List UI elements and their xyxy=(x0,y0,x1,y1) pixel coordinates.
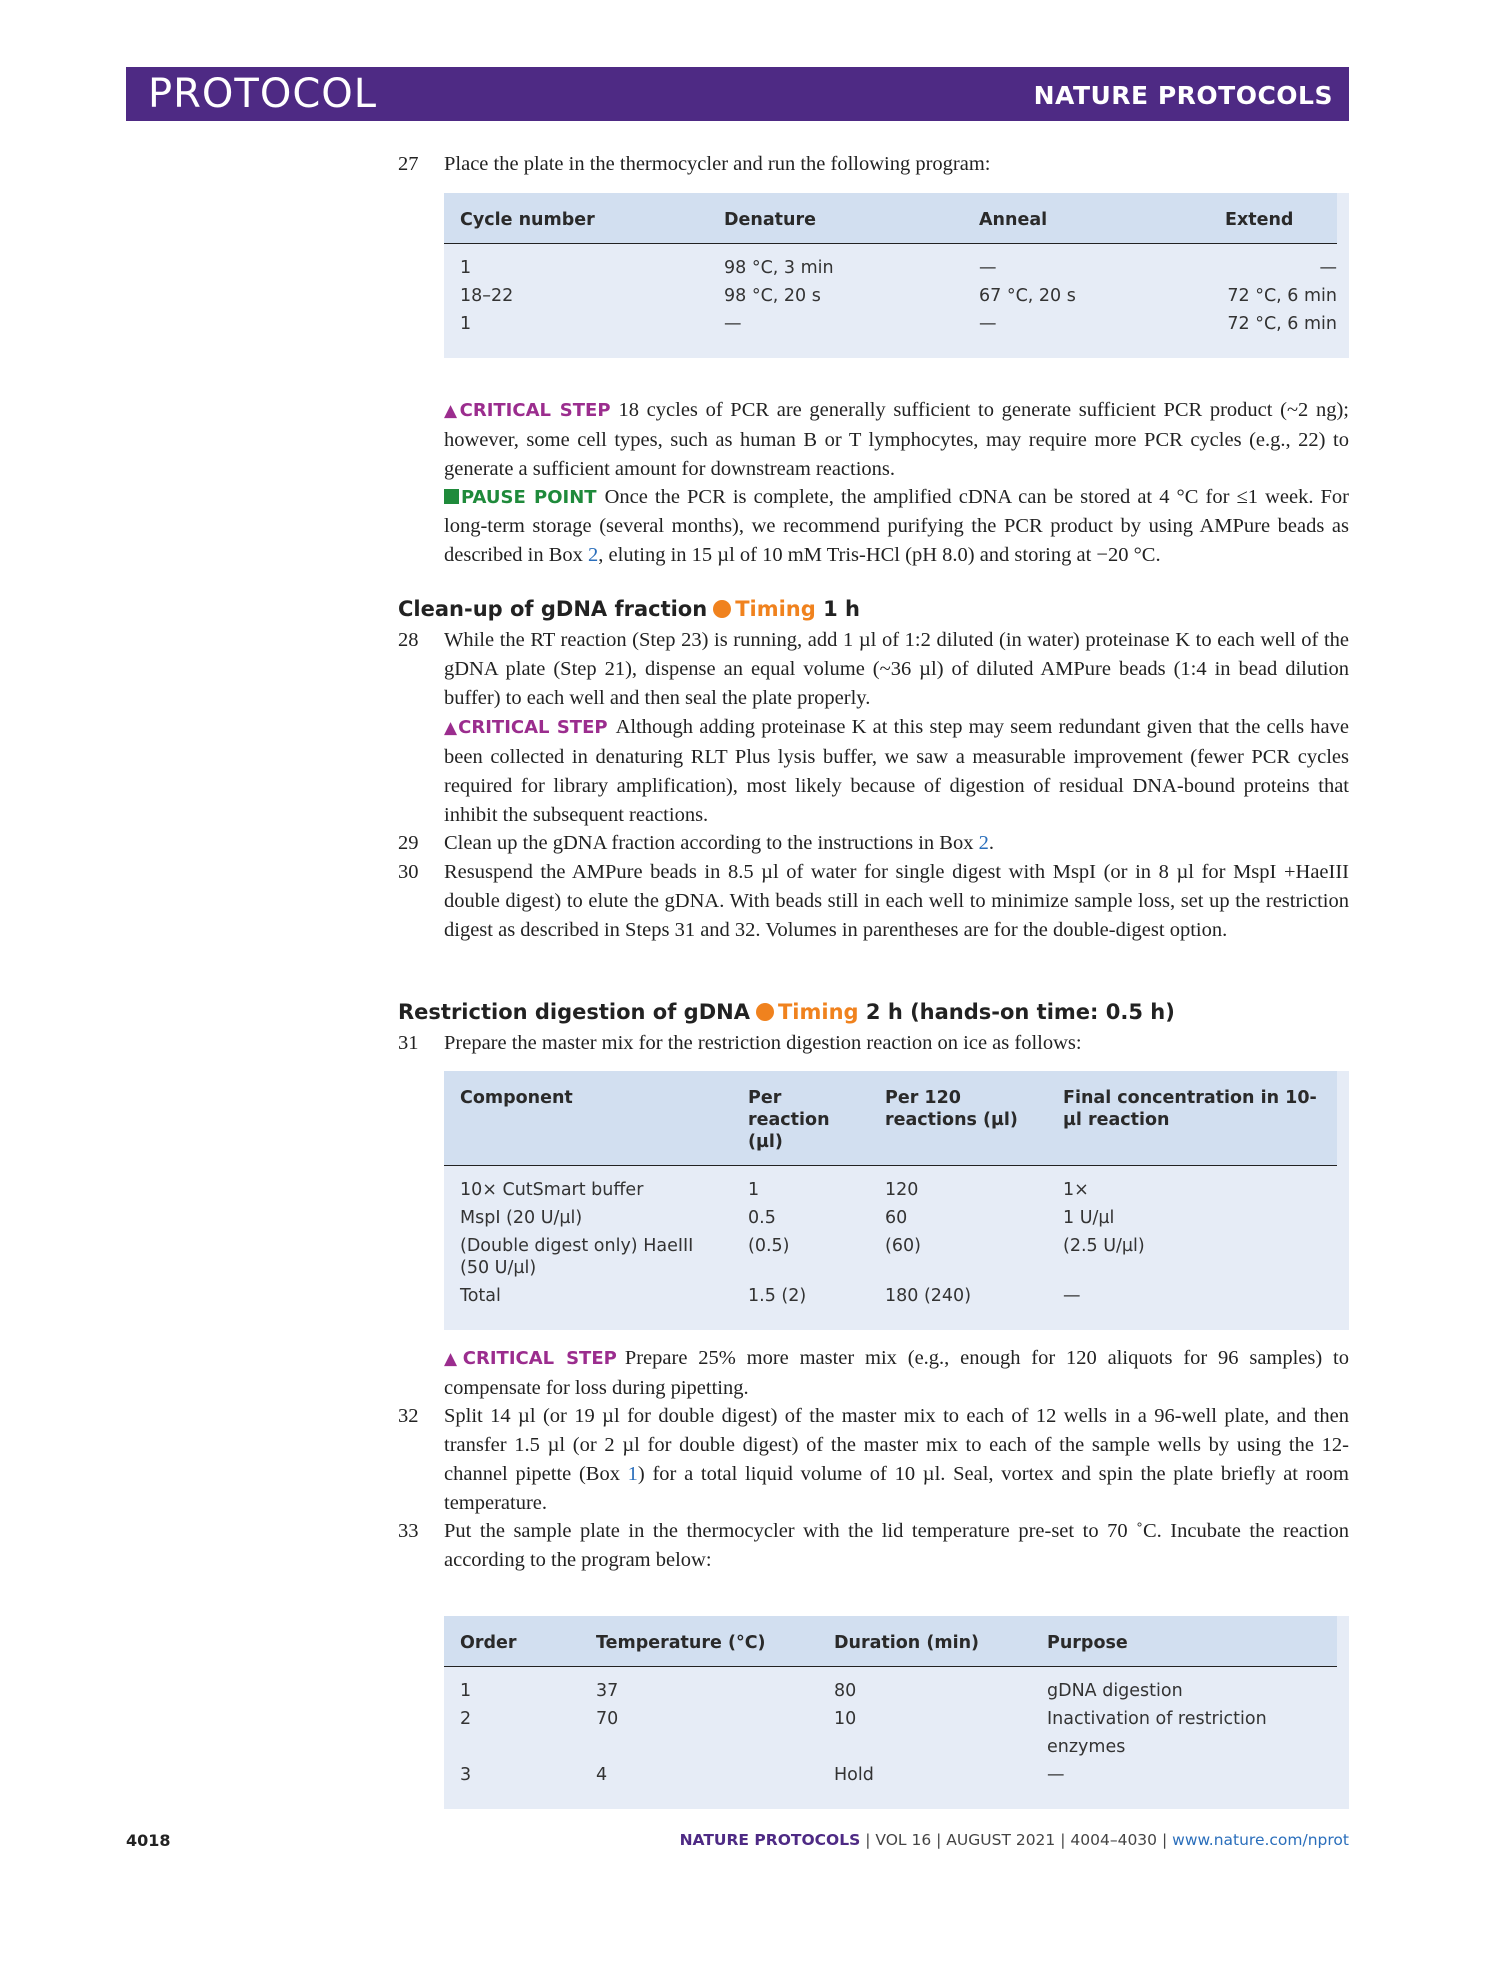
table-gap xyxy=(1337,244,1349,283)
step-number: 33 xyxy=(398,1520,419,1542)
pause-point-label: PAUSE POINT xyxy=(444,487,597,508)
table-cell: Inactivation of restriction enzymes xyxy=(1047,1709,1267,1757)
table-row xyxy=(444,282,1349,310)
footer-url[interactable]: www.nature.com/nprot xyxy=(1172,1831,1349,1849)
table-gap xyxy=(1337,193,1349,244)
journal-name: NATURE PROTOCOLS xyxy=(1033,81,1333,110)
timing-value: 2 h (hands-on time: 0.5 h) xyxy=(865,1000,1175,1024)
step-text-end: ) for a total liquid volume of 10 µl. Seal, vortex and spin the plate briefly at room temperature. xyxy=(444,1463,1349,1514)
critical-step-27 xyxy=(444,396,1349,484)
table-cell: 37 xyxy=(596,1681,619,1701)
table-gap xyxy=(1337,310,1349,358)
header-banner xyxy=(126,67,1349,121)
warning-triangle-icon: ▲ xyxy=(444,718,459,738)
table-cell: Total xyxy=(460,1286,501,1306)
step-number: 27 xyxy=(398,153,419,175)
critical-step-label: ▲CRITICAL STEP xyxy=(444,1348,617,1369)
footer-citation: NATURE PROTOCOLS | VOL 16 | AUGUST 2021 | 4004–4030 | www.nature.com/nprot xyxy=(679,1831,1349,1849)
critical-step-label: ▲CRITICAL STEP xyxy=(444,400,611,421)
table-gap xyxy=(1337,1667,1349,1706)
table-header-cell: Final concentration in 10-µl reaction xyxy=(1047,1071,1337,1166)
table-cell: 72 °C, 6 min xyxy=(1227,314,1337,334)
incubation-program-table xyxy=(444,1616,1349,1809)
table-cell: — xyxy=(1319,258,1337,278)
table-cell: 1 xyxy=(748,1180,760,1200)
pause-point-27 xyxy=(444,483,1349,570)
critical-step-31 xyxy=(444,1344,1349,1403)
timing-dot-icon xyxy=(713,600,731,618)
step-text: While the RT reaction (Step 23) is running, add 1 µl of 1:2 diluted (in water) proteinase K to each well of the gDNA plate (Step 21), dispense an equal volume (~36 µl) of diluted AMPure beads (1:4 in bead dilution buffer) to each well and then seal the plate properly. xyxy=(444,629,1349,709)
table-cell: 0.5 xyxy=(748,1208,776,1228)
table-cell: 3 xyxy=(460,1765,472,1785)
table-cell: 18–22 xyxy=(460,286,514,306)
timing-dot-icon xyxy=(756,1003,774,1021)
table-header-cell: Anneal xyxy=(963,193,1209,244)
page-number: 4018 xyxy=(126,1831,171,1850)
table-cell: 1 xyxy=(460,258,472,278)
table-cell: (2.5 U/µl) xyxy=(1063,1236,1145,1256)
step-number: 32 xyxy=(398,1405,419,1427)
timing-value: 1 h xyxy=(823,597,860,621)
table-cell: (0.5) xyxy=(748,1236,790,1256)
step-33 xyxy=(398,1517,1349,1575)
footer-issue: AUGUST 2021 xyxy=(946,1831,1056,1849)
table-gap xyxy=(1337,1282,1349,1330)
table-row xyxy=(444,310,1349,358)
table-header-cell: Component xyxy=(444,1071,732,1166)
table-cell: — xyxy=(1063,1286,1081,1306)
critical-step-text: Although adding proteinase K at this step may seem redundant given that the cells have been collected in denaturing RLT Plus lysis buffer, we saw a measurable improvement (fewer PCR cycles required for library amplification), most likely because of digestion of residual DNA-bound proteins that inhibit the subsequent reactions. xyxy=(444,716,1349,826)
table-cell: 1 xyxy=(460,1681,472,1701)
pcr-program-table xyxy=(444,193,1349,358)
table-row xyxy=(444,1232,1349,1282)
pause-point-text: Once the PCR is complete, the amplified cDNA can be stored at 4 °C for ≤1 week. For long-term storage (several months), we recommend purifying the PCR product by using AMPure beads as described in Box xyxy=(444,486,1350,566)
table-cell: (Double digest only) HaeIII (50 U/µl) xyxy=(460,1236,694,1278)
table-cell: 2 xyxy=(460,1709,472,1729)
step-30 xyxy=(398,858,1349,945)
table-cell: 98 °C, 3 min xyxy=(724,258,834,278)
table-header-cell: Duration (min) xyxy=(818,1616,1031,1667)
table-cell: 1.5 (2) xyxy=(748,1286,807,1306)
table-cell: 10× CutSmart buffer xyxy=(460,1180,644,1200)
table-cell: — xyxy=(979,314,997,334)
table-cell: 80 xyxy=(834,1681,857,1701)
table-row xyxy=(444,1761,1349,1809)
table-header-row xyxy=(444,1616,1349,1667)
step-27 xyxy=(398,150,1349,179)
step-number: 29 xyxy=(398,832,419,854)
table-row xyxy=(444,1166,1349,1205)
step-28 xyxy=(398,626,1349,713)
step-number: 28 xyxy=(398,629,419,651)
table-cell: Hold xyxy=(834,1765,874,1785)
master-mix-table xyxy=(444,1071,1349,1330)
step-32 xyxy=(398,1402,1349,1518)
table-cell: — xyxy=(1047,1765,1065,1785)
table-header-row xyxy=(444,1071,1349,1166)
table-row xyxy=(444,1282,1349,1330)
step-number: 31 xyxy=(398,1032,419,1054)
table-cell: 4 xyxy=(596,1765,608,1785)
table-header-cell: Per 120 reactions (µl) xyxy=(869,1071,1047,1166)
table-cell: gDNA digestion xyxy=(1047,1681,1183,1701)
table-row xyxy=(444,1705,1349,1761)
step-text: Split 14 µl (or 19 µl for double digest) of the master mix to each of 12 wells in a 96-well plate, and then transfer 1.5 µl (or 2 µl for double digest) of the master mix to each of the sample wells by using the 12-channel pipette (Box xyxy=(444,1405,1349,1485)
box-link[interactable]: 2 xyxy=(588,544,599,566)
table-cell: 10 xyxy=(834,1709,857,1729)
table-gap xyxy=(1337,1616,1349,1667)
table-cell: 70 xyxy=(596,1709,619,1729)
table-header-cell: Cycle number xyxy=(444,193,708,244)
critical-step-text: 18 cycles of PCR are generally sufficient to generate sufficient PCR product (~2 ng); however, some cell types, such as human B or T lymphocytes, may require more PCR cycles (e.g., 22) to generate a sufficient amount for downstream reactions. xyxy=(444,399,1349,480)
step-text: Place the plate in the thermocycler and run the following program: xyxy=(444,153,991,175)
step-text: Prepare the master mix for the restriction digestion reaction on ice as follows: xyxy=(444,1032,1082,1054)
table-cell: 67 °C, 20 s xyxy=(979,286,1076,306)
footer-volume: VOL 16 xyxy=(875,1831,932,1849)
table-cell: 1 U/µl xyxy=(1063,1208,1115,1228)
table-cell: 72 °C, 6 min xyxy=(1227,286,1337,306)
table-gap xyxy=(1337,1071,1349,1166)
step-31 xyxy=(398,1029,1349,1058)
section-heading-cleanup: Clean-up of gDNA fraction Timing 1 h xyxy=(398,597,860,621)
table-cell: 120 xyxy=(885,1180,919,1200)
section-label: PROTOCOL xyxy=(148,71,378,117)
table-row xyxy=(444,244,1349,283)
box-link[interactable]: 2 xyxy=(978,832,989,854)
critical-step-label: ▲CRITICAL STEP xyxy=(444,717,608,738)
table-header-cell: Order xyxy=(444,1616,580,1667)
table-gap xyxy=(1337,1166,1349,1205)
table-cell: (60) xyxy=(885,1236,921,1256)
table-cell: — xyxy=(724,314,742,334)
table-cell: MspI (20 U/µl) xyxy=(460,1208,583,1228)
table-cell: 180 (240) xyxy=(885,1286,972,1306)
table-cell: 98 °C, 20 s xyxy=(724,286,821,306)
table-cell: 60 xyxy=(885,1208,908,1228)
box-link[interactable]: 1 xyxy=(627,1463,638,1485)
critical-step-text: Prepare 25% more master mix (e.g., enough for 120 aliquots for 96 samples) to compensate for loss during pipetting. xyxy=(444,1347,1349,1399)
table-row xyxy=(444,1667,1349,1706)
table-gap xyxy=(1337,1705,1349,1761)
table-gap xyxy=(1337,1232,1349,1282)
table-gap xyxy=(1337,282,1349,310)
table-row xyxy=(444,1204,1349,1232)
step-text: Put the sample plate in the thermocycler with the lid temperature pre-set to 70 ˚C. Incubate the reaction according to the program below: xyxy=(444,1520,1349,1571)
pause-point-text-end: , eluting in 15 µl of 10 mM Tris-HCl (pH 8.0) and storing at −20 °C. xyxy=(598,544,1161,566)
footer-journal: NATURE PROTOCOLS xyxy=(679,1831,861,1849)
table-header-cell: Purpose xyxy=(1031,1616,1337,1667)
table-gap xyxy=(1337,1761,1349,1809)
table-header-row xyxy=(444,193,1349,244)
table-gap xyxy=(1337,1204,1349,1232)
section-heading-digestion: Restriction digestion of gDNA Timing 2 h (hands-on time: 0.5 h) xyxy=(398,1000,1175,1024)
step-text: Resuspend the AMPure beads in 8.5 µl of water for single digest with MspI (or in 8 µl for MspI +HaeIII double digest) to elute the gDNA. With beads still in each well to minimize sample loss, set up the restriction digest as described in Steps 31 and 32. Volumes in parentheses are for the double-digest option. xyxy=(444,861,1349,941)
step-29: 29 Clean up the gDNA fraction according to the instructions in Box 2. xyxy=(398,829,1349,858)
table-cell: — xyxy=(979,258,997,278)
timing-label: Timing xyxy=(777,1000,859,1024)
step-text: Clean up the gDNA fraction according to the instructions in Box xyxy=(444,832,974,854)
warning-triangle-icon: ▲ xyxy=(444,401,460,421)
footer-pages: 4004–4030 xyxy=(1070,1831,1158,1849)
warning-triangle-icon: ▲ xyxy=(444,1349,463,1369)
step-number: 30 xyxy=(398,861,419,883)
pause-square-icon xyxy=(444,489,459,504)
table-cell: 1× xyxy=(1063,1180,1089,1200)
table-cell: 1 xyxy=(460,314,472,334)
table-header-cell: Extend xyxy=(1209,193,1337,244)
table-header-cell: Temperature (°C) xyxy=(580,1616,818,1667)
timing-label: Timing xyxy=(735,597,816,621)
critical-step-28 xyxy=(444,713,1349,830)
table-header-cell: Denature xyxy=(708,193,963,244)
table-header-cell: Per reaction (µl) xyxy=(732,1071,869,1166)
